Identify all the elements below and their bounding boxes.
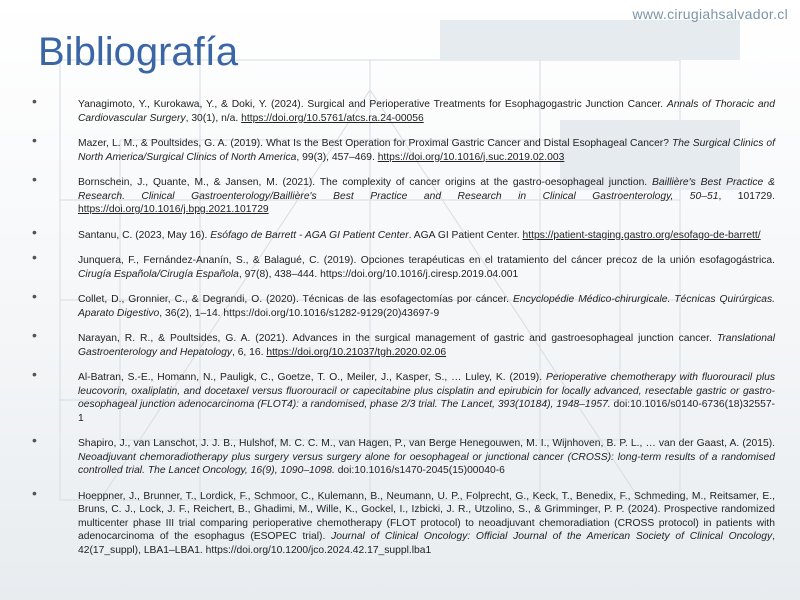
reference-item bbox=[30, 93, 775, 125]
reference-source: The Surgical Clinics of North America/Surgical Clinics of North America bbox=[78, 138, 776, 163]
reference-details: , 101729. bbox=[718, 190, 775, 202]
bullet-icon: • bbox=[32, 484, 37, 501]
reference-link[interactable]: https://doi.org/10.1016/j.bpg.2021.101729 bbox=[78, 204, 269, 215]
reference-text: Junquera, F., Fernández-Ananín, S., & Balagué, C. (2019). Opciones terapéuticas en el tratamiento del cáncer precoz de la unión esofagogástrica. bbox=[78, 255, 775, 266]
reference-text: Bornschein, J., Quante, M., & Jansen, M. (2021). The complexity of cancer origins at the gastro-oesophageal junction. bbox=[78, 177, 653, 188]
reference-item bbox=[30, 366, 775, 425]
bullet-icon: • bbox=[32, 223, 37, 240]
bullet-icon: • bbox=[32, 249, 37, 265]
reference-source: Journal of Clinical Oncology: Official Journal of the American Society of Clinical Oncology bbox=[331, 531, 773, 542]
reference-details: , 97(8), 438–444. https://doi.org/10.1016/j.ciresp.2019.04.001 bbox=[238, 268, 519, 280]
reference-details: , 6, 16. bbox=[231, 346, 267, 358]
reference-details: , 36(2), 1–14. https://doi.org/10.1016/s1282-9129(20)43697-9 bbox=[159, 307, 440, 319]
reference-details: , 99(3), 457–469. bbox=[296, 151, 378, 163]
bullet-icon: • bbox=[32, 327, 37, 343]
reference-text: Al-Batran, S.-E., Homann, N., Pauligk, C., Goetze, T. O., Meiler, J., Kasper, S., … Luley, K. (2019). bbox=[78, 372, 546, 383]
reference-details: doi:10.1016/s1470-2045(15)00040-6 bbox=[334, 465, 505, 476]
reference-source: Esófago de Barrett - AGA GI Patient Center bbox=[210, 229, 409, 241]
bullet-icon: • bbox=[32, 432, 37, 448]
reference-item bbox=[30, 288, 775, 320]
bullet-icon: • bbox=[32, 288, 37, 304]
reference-text: Collet, D., Gronnier, C., & Degrandi, O. (2020). Técnicas de las esofagectomías por cáncer. bbox=[78, 294, 513, 305]
reference-item bbox=[30, 484, 776, 558]
reference-text: Mazer, L. M., & Poultsides, G. A. (2019). What Is the Best Operation for Proximal Gastric Cancer and Distal Esophageal Cancer? bbox=[78, 138, 672, 149]
reference-item bbox=[30, 327, 775, 359]
reference-item bbox=[30, 171, 776, 217]
reference-list bbox=[30, 93, 776, 569]
reference-details: , 30(1), n/a. bbox=[185, 112, 242, 124]
reference-text: Shapiro, J., van Lanschot, J. J. B., Hulshof, M. C. C. M., van Hagen, P., van Berge Henegouwen, M. I., Wijnhoven, B. P. L., … van der Gaast, A. (2015). bbox=[78, 438, 775, 449]
reference-link[interactable]: https://patient-staging.gastro.org/esofago-de-barrett/ bbox=[522, 229, 761, 241]
reference-link[interactable]: https://doi.org/10.21037/tgh.2020.02.06 bbox=[266, 346, 447, 358]
reference-item bbox=[30, 432, 775, 478]
reference-details: , 42(17_suppl), LBA1–LBA1. https://doi.org/10.1200/jco.2024.42.17_suppl.lba1 bbox=[78, 531, 776, 556]
reference-source: Perioperative chemotherapy with fluorouracil plus leucovorin, oxaliplatin, and docetaxel versus fluorouracil or capecitabine plus cisplatin and epirubicin for locally advanced, resectable gastric or gastro-oesophageal junction adenocarcinoma (FLOT4): a randomised, phase 2/3 trial. The Lancet, 393(10184), 1948–1957. bbox=[78, 372, 775, 410]
reference-link[interactable]: https://doi.org/10.5761/atcs.ra.24-00056 bbox=[241, 112, 424, 124]
reference-text: Hoeppner, J., Brunner, T., Lordick, F., Schmoor, C., Kulemann, B., Neumann, U. P., Folprecht, G., Keck, T., Benedix, F., Schmeding, M., Reitsamer, E., Bruns, C. J., Lock, J. F., Reichert, B., Ghadimi, M., Wille, K., Gockel, I., Izbicki, J. R., Utzolino, S., & Grimminger, P. P. (2024). Prospective randomized multicenter phase III trial comparing perioperative chemotherapy (FLOT protocol) to neoadjuvant chemoradiation (CROSS protocol) in patients with adenocarcinoma of the esophagus (ESOPEC trial). bbox=[78, 490, 775, 542]
reference-item bbox=[30, 132, 776, 164]
bullet-icon: • bbox=[32, 366, 37, 382]
reference-text: Narayan, R. R., & Poultsides, G. A. (2021). Advances in the surgical management of gastric and gastroesophageal junction cancer. bbox=[78, 333, 717, 344]
reference-link[interactable]: https://doi.org/10.1016/j.suc.2019.02.003 bbox=[377, 151, 565, 163]
reference-details: . AGA GI Patient Center. bbox=[408, 229, 523, 241]
reference-source: Translational Gastroenterology and Hepatology bbox=[78, 333, 775, 358]
reference-text: Santanu, C. (2023, May 16). bbox=[78, 229, 211, 241]
reference-source: Cirugía Española/Cirugía Española bbox=[78, 268, 239, 280]
reference-source: Neoadjuvant chemoradiotherapy plus surgery versus surgery alone for oesophageal or junctional cancer (CROSS): long-term results of a randomised controlled trial. The Lancet Oncology, 16(9), 1090–1098. bbox=[78, 451, 775, 476]
page-title: Bibliografía bbox=[38, 30, 239, 74]
site-url: www.cirugiahsalvador.cl bbox=[632, 6, 788, 22]
reference-item bbox=[30, 249, 775, 281]
bullet-icon: • bbox=[32, 132, 37, 148]
reference-item bbox=[30, 223, 775, 243]
reference-source: Encyclopédie Médico-chirurgicale. Técnicas Quirúrgicas. Aparato Digestivo bbox=[78, 294, 775, 319]
bullet-icon: • bbox=[32, 171, 37, 187]
bullet-icon: • bbox=[32, 93, 37, 109]
reference-text: Yanagimoto, Y., Kurokawa, Y., & Doki, Y. (2024). Surgical and Perioperative Treatments for Esophagogastric Junction Cancer. bbox=[78, 99, 667, 110]
reference-details: doi:10.1016/s0140-6736(18)32557-1 bbox=[78, 399, 775, 424]
reference-source: Annals of Thoracic and Cardiovascular Surgery bbox=[78, 99, 775, 124]
reference-source: Baillière's Best Practice & Research. Clinical Gastroenterology/Baillière's Best Practice and Research in Clinical Gastroenterology, 50–51 bbox=[78, 177, 776, 202]
